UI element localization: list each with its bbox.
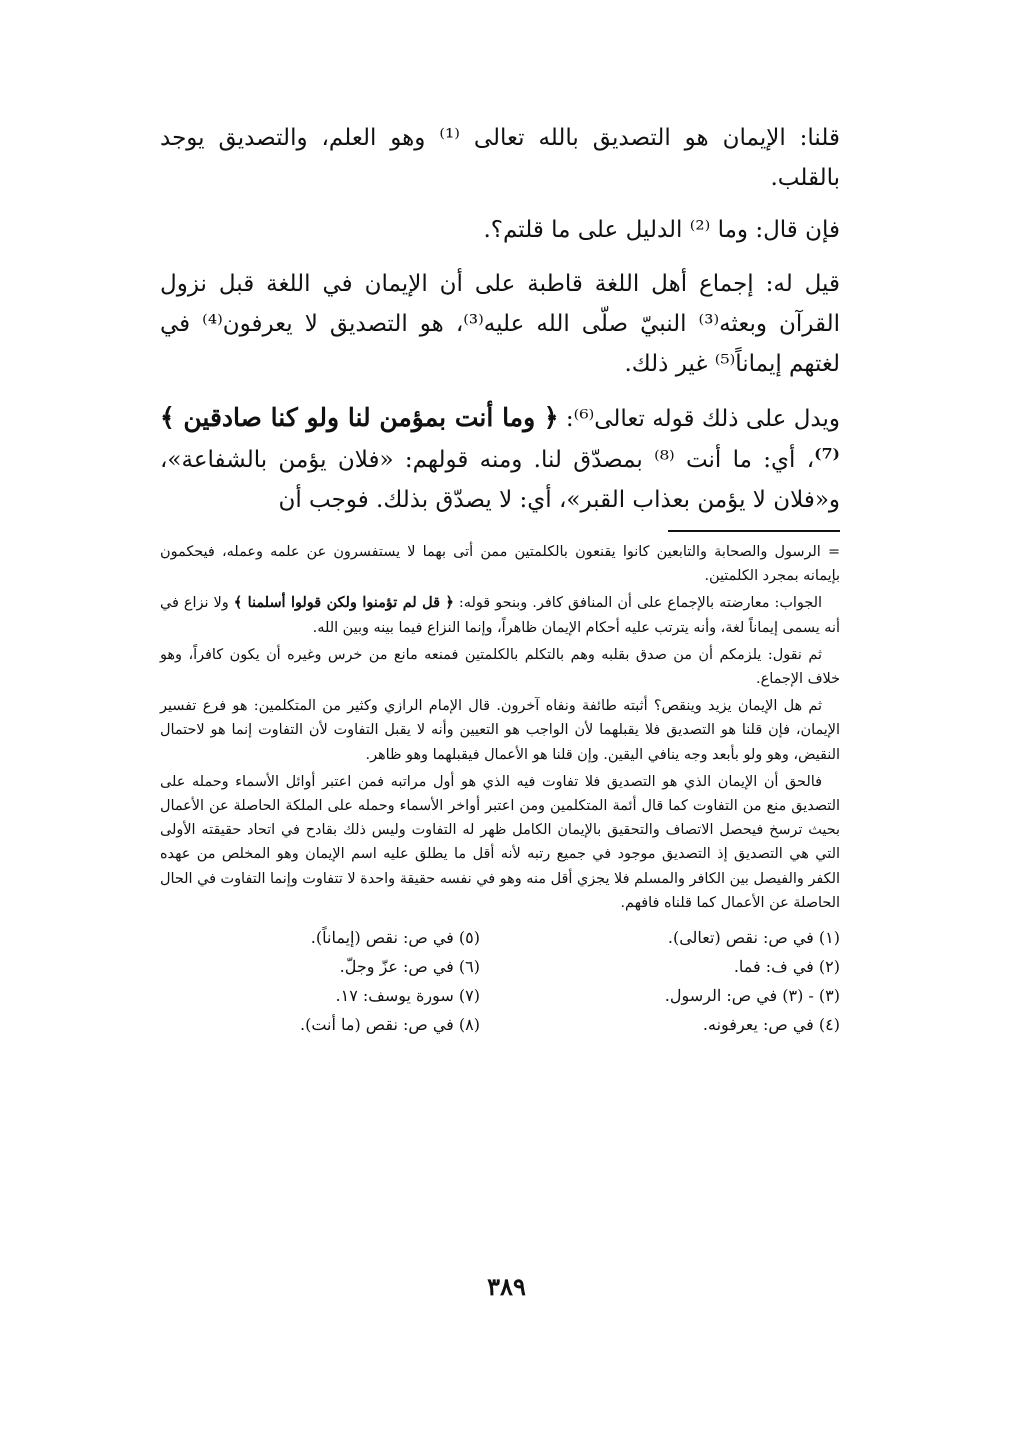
main-paragraph-2: فإن قال: وما ⁽²⁾ الدليل على ما قلتم؟. — [483, 217, 840, 243]
note-paragraph-2 — [160, 591, 840, 639]
paragraph-4-continuation: ، أي: ما أنت ⁽⁸⁾ بمصدّق لنا. ومنه قولهم: «فلان يؤمن بالشفاعة»، و«فلان لا يؤمن بعذاب القبر»، أي: لا يصدّق بذلك. فوجب أن — [160, 447, 840, 513]
note-2-text: الجواب: معارضته بالإجماع على أن المنافق كافر. وبنحو قوله: — [453, 595, 822, 612]
note-paragraph-5: فالحق أن الإيمان الذي هو التصديق فلا تفاوت فيه الذي هو أول مراتبه فمن اعتبر أوائل الأسماء وحمله على التصديق منع من التفاوت كما قال أئمة المتكلمين ومن اعتبر أواخر الأسماء وحمله على الملكة الحاصلة عن الأعمال بحيث ترسخ فيحصل الاتصاف والتحقيق بالإيمان الكامل ظهر له التفاوت وليس ذلك بقادح في اتحاد حقيقته الأولى التي هي التصديق إذ التصديق موجود في جميع رتبه لأنه أقل ما يطلق عليه اسم الإيمان وهو المخلص من عهده الكفر والفيصل بين الكافر والمسلم فلا يجزي أقل منه وهو في نفسه حقيقة واحدة لا تتفاوت وإنما التفاوت في الحال الحاصلة عن الأعمال كما قلناه فافهم. — [160, 773, 840, 911]
main-paragraph-4 — [160, 398, 840, 520]
page-number: ٣٨٩ — [487, 1272, 526, 1301]
main-paragraph-1: قلنا: الإيمان هو التصديق بالله تعالى ⁽¹⁾ وهو العلم، والتصديق يوجد بالقلب. — [160, 125, 840, 191]
footnote-1: (١) في ص: نقص (تعالى). — [667, 928, 840, 948]
paragraph-4-text: ويدل على ذلك قوله تعالى⁽⁶⁾: — [558, 406, 840, 432]
footnote-6: (٦) في ص: عزّ وجلّ. — [339, 957, 480, 977]
footnote-divider — [668, 530, 840, 532]
note-quran-verse: ﴿ قل لم تؤمنوا ولكن قولوا أسلمنا ﴾ — [233, 594, 454, 612]
quran-verse: ﴿ وما أنت بمؤمن لنا ولو كنا صادقين ﴾⁽⁷⁾ — [160, 403, 840, 473]
note-paragraph-3: ثم نقول: يلزمكم أن من صدق بقلبه وهم بالتكلم بالكلمتين فمنعه مانع من خرس وغيره أن يكون كافراً، وهو خلاف الإجماع. — [160, 646, 840, 688]
note-paragraph-1: = الرسول والصحابة والتابعين كانوا يقنعون بالكلمتين ممن أتى بهما لا يستفسرون عن علمه وعمله، فيحكمون بإيمانه بمجرد الكلمتين. — [160, 544, 840, 585]
commentary-notes — [160, 540, 840, 915]
footnote-7: (٧) سورة يوسف: ١٧. — [335, 986, 480, 1006]
footnote-8: (٨) في ص: نقص (ما أنت). — [299, 1015, 480, 1035]
footnote-4: (٤) في ص: يعرفونه. — [702, 1015, 840, 1035]
main-paragraph-3: قيل له: إجماع أهل اللغة قاطبة على أن الإيمان في اللغة قبل نزول القرآن وبعثه⁽³⁾ النبيّ صلّى الله عليه⁽³⁾، هو التصديق لا يعرفون⁽⁴⁾ في لغتهم إيماناً⁽⁵⁾ غير ذلك. — [160, 271, 840, 377]
note-paragraph-4: ثم هل الإيمان يزيد وينقص؟ أثبته طائفة ونفاه آخرون. قال الإمام الرازي وكثير من المتكلمين: هو فرع تفسير الإيمان، فإن قلنا هو التصديق فلا يقبلهما لأن الواجب هو التعيين وأنه لا يقبل التفاوت لأن التفاوت إنما هو لاحتمال النقيض، وهو ولو بأبعد وجه ينافي اليقين. وإن قلنا هو الأعمال فيقبلهما وهو ظاهر. — [160, 698, 840, 763]
footnote-5: (٥) في ص: نقص (إيماناً). — [310, 928, 480, 948]
footnote-list — [160, 923, 840, 1039]
footnote-3: (٣) - (٣) في ص: الرسول. — [664, 986, 840, 1006]
note-2-continuation: ولا نزاع في أنه يسمى إيماناً لغة، وأنه يترتب عليه أحكام الإيمان ظاهراً، وإنما النزاع فيما بينه وبين الله. — [160, 595, 840, 636]
page-content — [160, 118, 840, 1039]
footnote-2: (٢) في ف: فما. — [733, 957, 840, 977]
